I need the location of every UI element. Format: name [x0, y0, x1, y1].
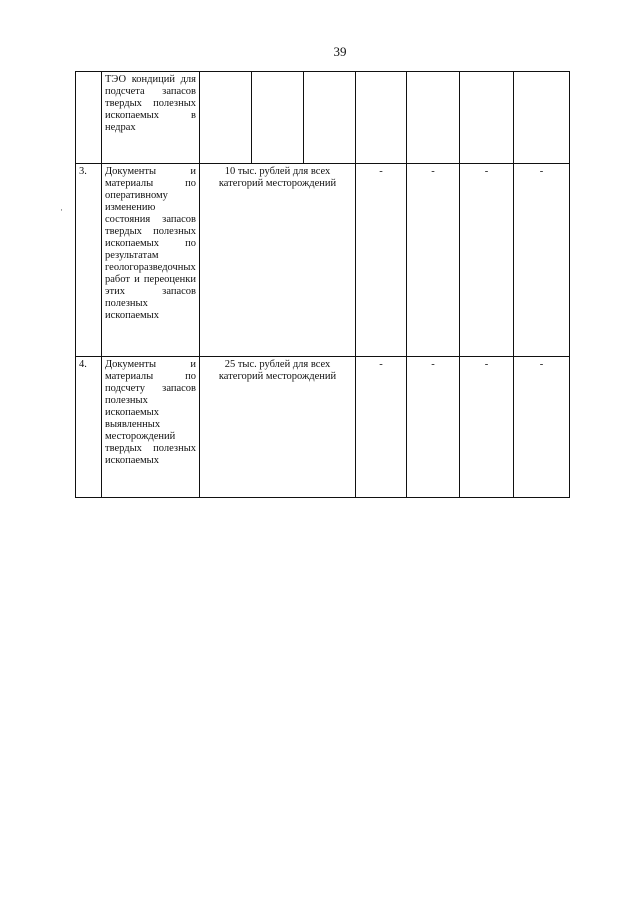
dash-cell: -	[514, 164, 570, 357]
dash-cell: -	[407, 164, 460, 357]
table-row	[76, 164, 570, 357]
document-name-cell	[102, 164, 200, 357]
price-text: 10 тыс. рублей для всех категорий месторождений	[218, 166, 337, 189]
table-cell	[200, 72, 252, 164]
table-cell	[460, 72, 514, 164]
row-number-cell: 4.	[76, 357, 102, 498]
row-number-cell	[76, 72, 102, 164]
table-row	[76, 72, 570, 164]
price-cell	[200, 357, 356, 498]
table-cell	[514, 72, 570, 164]
dash-cell: -	[356, 357, 407, 498]
price-text: 25 тыс. рублей для всех категорий месторождений	[218, 359, 337, 382]
page-number: 39	[333, 44, 347, 59]
table-cell	[356, 72, 407, 164]
dash-cell: -	[460, 357, 514, 498]
price-cell	[200, 164, 356, 357]
table-cell	[304, 72, 356, 164]
dash-cell: -	[514, 357, 570, 498]
dash-cell: -	[460, 164, 514, 357]
dash-cell: -	[356, 164, 407, 357]
document-name: ТЭО кондиций для подсчета запасов твердых полезных ископаемых в недрах	[105, 74, 196, 133]
table-cell	[252, 72, 304, 164]
table-row	[76, 357, 570, 498]
fee-table	[75, 71, 570, 498]
document-name: Документы и материалы по оперативному изменению состояния запасов твердых полезных ископаемых по результатам геологоразведочных работ и переоценки этих запасов полезных ископаемых	[105, 166, 196, 321]
table-cell	[407, 72, 460, 164]
document-name-cell	[102, 357, 200, 498]
document-name-cell	[102, 72, 200, 164]
document-name: Документы и материалы по подсчету запасов полезных ископаемых выявленных месторождений твердых полезных ископаемых	[105, 359, 196, 466]
row-number-cell: 3.	[76, 164, 102, 357]
dash-cell: -	[407, 357, 460, 498]
margin-mark: ·	[60, 205, 63, 215]
